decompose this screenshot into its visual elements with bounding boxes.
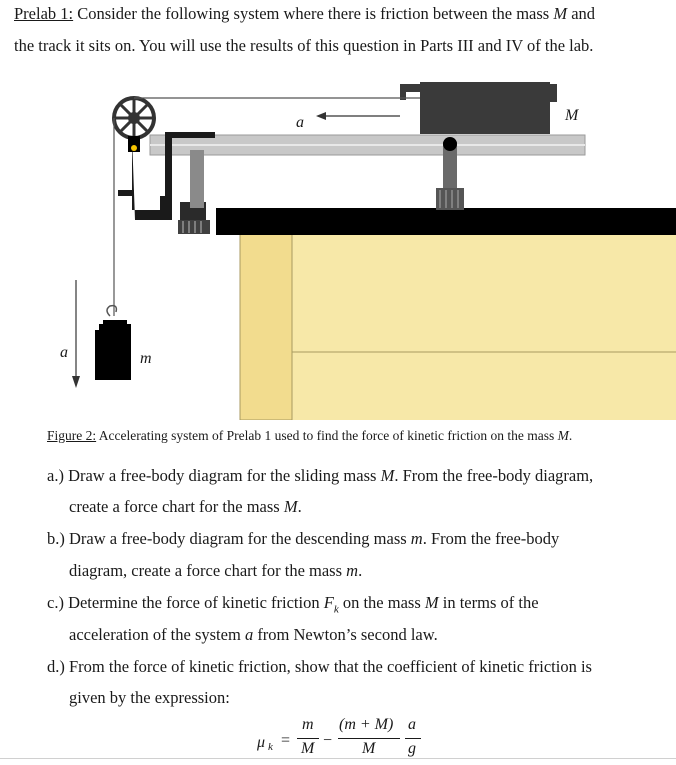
intro-text-a: Consider the following system where there is friction between the mass: [73, 4, 554, 23]
label-m: m: [140, 350, 152, 367]
label-M: M: [565, 107, 579, 124]
label-a-top: a: [296, 114, 304, 131]
prelab-label: Prelab 1:: [14, 4, 74, 23]
intro-text-b: and: [567, 4, 596, 23]
table-leg: [240, 230, 292, 420]
item-a-line-2: create a force chart for the mass M.: [69, 497, 302, 516]
intro-line-1: [14, 4, 595, 24]
caption-mass: M: [557, 428, 569, 443]
cart-mass-M: [420, 82, 550, 134]
table-top: [216, 208, 676, 235]
item-b-line-2: diagram, create a force chart for the mass m.: [69, 561, 363, 580]
figure-caption: Figure 2: Accelerating system of Prelab 1 used to find the force of kinetic friction on the mass M.: [47, 428, 573, 443]
hanging-mass-m: [99, 324, 131, 380]
figure-diagram: [0, 70, 676, 420]
page-bottom-rule: [0, 758, 676, 759]
intro-var-M: M: [553, 4, 568, 23]
table-body: [240, 230, 676, 420]
intro-line-2: the track it sits on. You will use the results of this question in Parts III and IV of the lab.: [14, 36, 594, 55]
caption-figure-label: Figure 2:: [47, 428, 97, 443]
caption-text: Accelerating system of Prelab 1 used to find the force of kinetic friction on the mass: [96, 428, 558, 443]
item-c-line-1: c.) Determine the force of kinetic friction $F_k$ on the mass M in terms of the: [47, 593, 539, 616]
item-b-line-1: b.) Draw a free-body diagram for the descending mass m. From the free-body: [47, 529, 560, 548]
label-a-left: a: [60, 344, 68, 361]
item-d-line-2: given by the expression:: [69, 688, 230, 707]
item-d-line-1: d.) From the force of kinetic friction, show that the coefficient of kinetic friction is: [47, 657, 592, 676]
item-a-line-1: a.) Draw a free-body diagram for the sliding mass M. From the free-body diagram,: [47, 466, 594, 485]
item-c-line-2: acceleration of the system a from Newton’s second law.: [69, 625, 438, 644]
